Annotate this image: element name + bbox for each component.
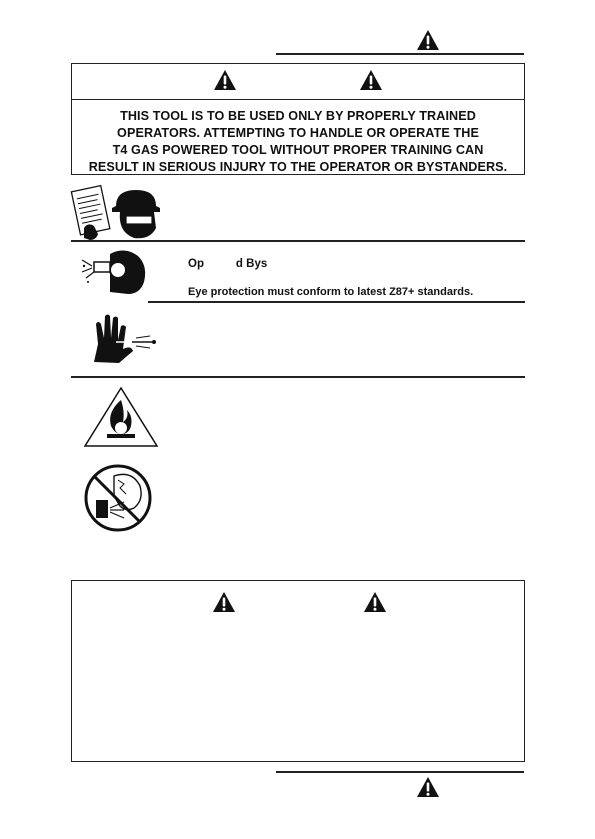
warning-triangle-icon xyxy=(416,29,440,51)
eye-protection-heading: Op d Bys xyxy=(188,258,268,270)
flammable-icon xyxy=(83,386,159,448)
section-divider xyxy=(71,376,525,378)
warning-line: T4 GAS POWERED TOOL WITHOUT PROPER TRAINING CAN xyxy=(112,143,484,157)
box-header-divider xyxy=(72,99,524,100)
warning-triangle-icon xyxy=(212,591,236,613)
warning-line: OPERATORS. ATTEMPTING TO HANDLE OR OPERATE THE xyxy=(117,126,479,140)
bottom-rule xyxy=(276,771,524,773)
warning-triangle-icon xyxy=(213,69,237,91)
warning-text-block xyxy=(78,108,518,176)
eye-protection-note: Eye protection must conform to latest Z87+ standards. xyxy=(188,286,474,298)
no-spray-face-icon xyxy=(82,462,154,532)
warning-triangle-icon xyxy=(363,591,387,613)
hearing-eye-protection-icon xyxy=(80,246,152,296)
warning-triangle-icon xyxy=(359,69,383,91)
secondary-warning-box xyxy=(71,580,525,762)
top-rule xyxy=(276,53,524,55)
read-manual-icon xyxy=(70,182,168,244)
section-divider xyxy=(71,240,525,242)
main-warning-box xyxy=(71,63,525,175)
section-divider xyxy=(148,301,525,303)
hand-injury-icon xyxy=(88,312,158,364)
warning-line: THIS TOOL IS TO BE USED ONLY BY PROPERLY TRAINED xyxy=(120,109,476,123)
warning-triangle-icon xyxy=(416,776,440,798)
warning-line: RESULT IN SERIOUS INJURY TO THE OPERATOR OR BYSTANDERS. xyxy=(88,160,508,174)
